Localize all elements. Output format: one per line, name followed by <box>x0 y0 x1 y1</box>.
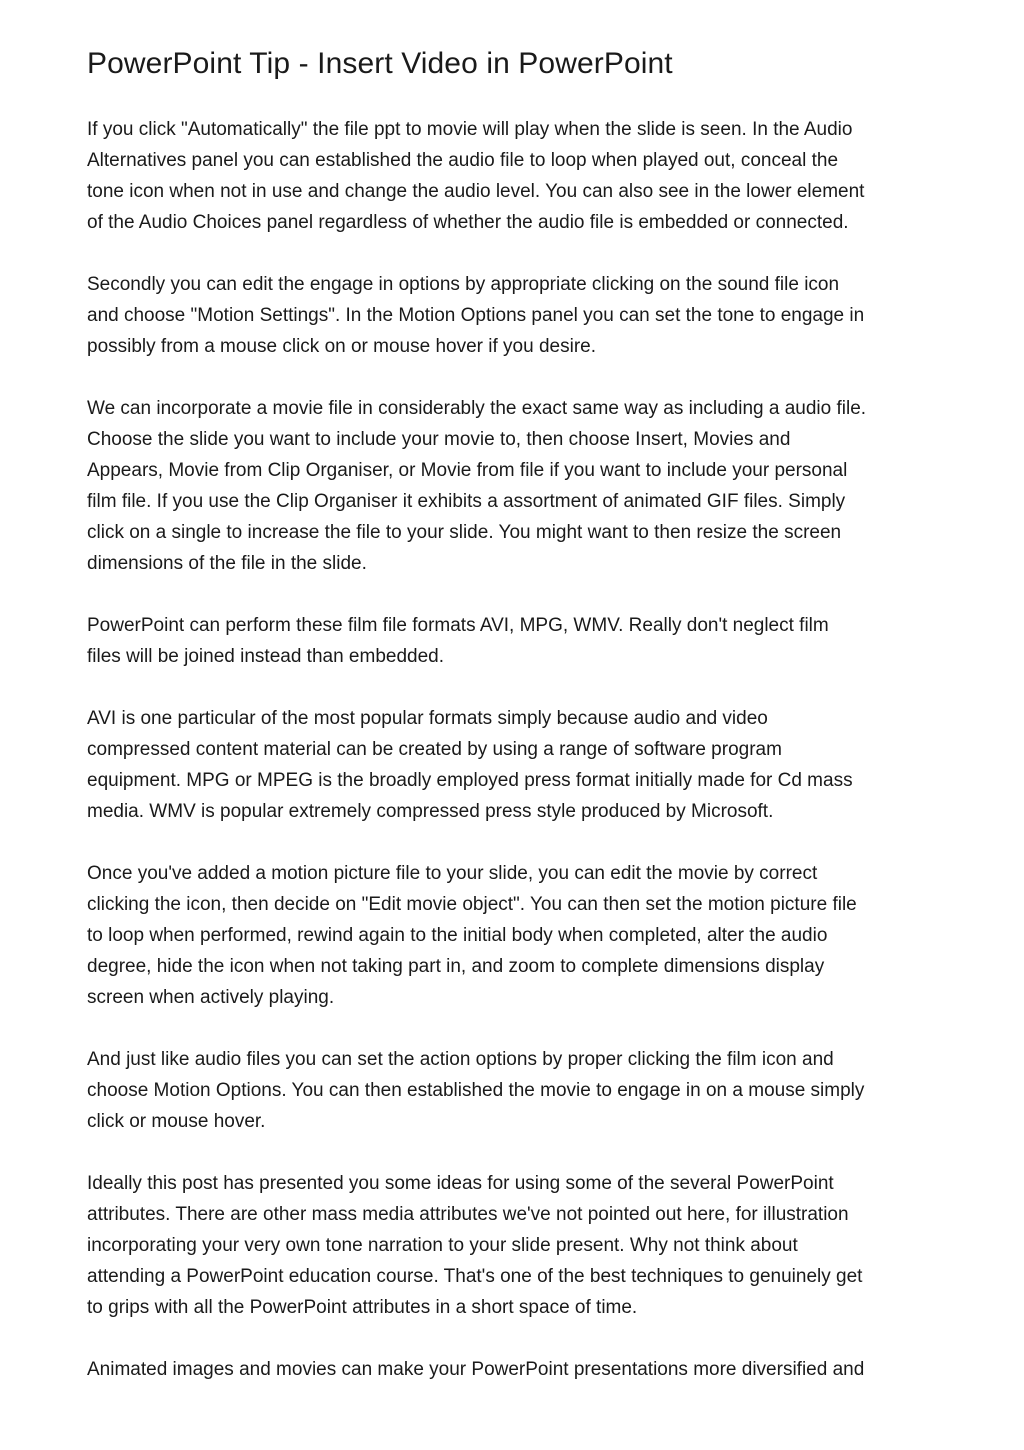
paragraph-2 <box>87 269 947 362</box>
paragraph-line: click on a single to increase the file to your slide. You might want to then resize the screen <box>87 522 842 543</box>
paragraph-line: click or mouse hover. <box>87 1111 266 1132</box>
document-page <box>87 42 947 1416</box>
paragraph-line: attending a PowerPoint education course. That's one of the best techniques to genuinely get <box>87 1266 863 1287</box>
paragraph-line: degree, hide the icon when not taking part in, and zoom to complete dimensions display <box>87 956 825 977</box>
paragraph-line: AVI is one particular of the most popular formats simply because audio and video <box>87 708 768 729</box>
paragraph-9 <box>87 1354 947 1385</box>
paragraph-line: Animated images and movies can make your PowerPoint presentations more diversified and <box>87 1359 865 1380</box>
paragraph-line: incorporating your very own tone narration to your slide present. Why not think about <box>87 1235 798 1256</box>
paragraph-line: And just like audio files you can set the action options by proper clicking the film icon and <box>87 1049 834 1070</box>
paragraph-line: dimensions of the file in the slide. <box>87 553 367 574</box>
paragraph-1 <box>87 114 947 238</box>
paragraph-line: choose Motion Options. You can then established the movie to engage in on a mouse simply <box>87 1080 865 1101</box>
page-title: PowerPoint Tip - Insert Video in PowerPoint <box>87 47 673 80</box>
paragraph-line: PowerPoint can perform these film file formats AVI, MPG, WMV. Really don't neglect film <box>87 615 829 636</box>
paragraph-line: Alternatives panel you can established the audio file to loop when played out, conceal the <box>87 150 839 171</box>
paragraph-line: possibly from a mouse click on or mouse hover if you desire. <box>87 336 596 357</box>
paragraph-line: We can incorporate a movie file in considerably the exact same way as including a audio file. <box>87 398 867 419</box>
paragraph-line: of the Audio Choices panel regardless of whether the audio file is embedded or connected. <box>87 212 849 233</box>
paragraph-line: clicking the icon, then decide on "Edit movie object". You can then set the motion picture file <box>87 894 857 915</box>
paragraph-line: screen when actively playing. <box>87 987 335 1008</box>
paragraph-line: equipment. MPG or MPEG is the broadly employed press format initially made for Cd mass <box>87 770 853 791</box>
paragraph-8 <box>87 1168 947 1323</box>
paragraph-line: to loop when performed, rewind again to the initial body when completed, alter the audio <box>87 925 828 946</box>
paragraph-6 <box>87 858 947 1013</box>
paragraph-line: Secondly you can edit the engage in options by appropriate clicking on the sound file icon <box>87 274 840 295</box>
paragraph-5 <box>87 703 947 827</box>
paragraph-line: Once you've added a motion picture file to your slide, you can edit the movie by correct <box>87 863 818 884</box>
paragraph-line: If you click "Automatically" the file ppt to movie will play when the slide is seen. In the Audio <box>87 119 853 140</box>
paragraph-line: Ideally this post has presented you some ideas for using some of the several PowerPoint <box>87 1173 834 1194</box>
paragraph-line: Choose the slide you want to include your movie to, then choose Insert, Movies and <box>87 429 791 450</box>
paragraph-line: compressed content material can be created by using a range of software program <box>87 739 782 760</box>
paragraph-line: film file. If you use the Clip Organiser it exhibits a assortment of animated GIF files. Simply <box>87 491 846 512</box>
paragraph-line: files will be joined instead than embedded. <box>87 646 445 667</box>
paragraph-line: media. WMV is popular extremely compressed press style produced by Microsoft. <box>87 801 774 822</box>
paragraph-4 <box>87 610 947 672</box>
paragraph-line: and choose "Motion Settings". In the Motion Options panel you can set the tone to engage in <box>87 305 865 326</box>
paragraph-line: Appears, Movie from Clip Organiser, or Movie from file if you want to include your personal <box>87 460 848 481</box>
paragraph-7 <box>87 1044 947 1137</box>
paragraph-line: attributes. There are other mass media attributes we've not pointed out here, for illustration <box>87 1204 849 1225</box>
paragraph-3 <box>87 393 947 579</box>
paragraph-line: to grips with all the PowerPoint attributes in a short space of time. <box>87 1297 638 1318</box>
paragraph-line: tone icon when not in use and change the audio level. You can also see in the lower element <box>87 181 865 202</box>
